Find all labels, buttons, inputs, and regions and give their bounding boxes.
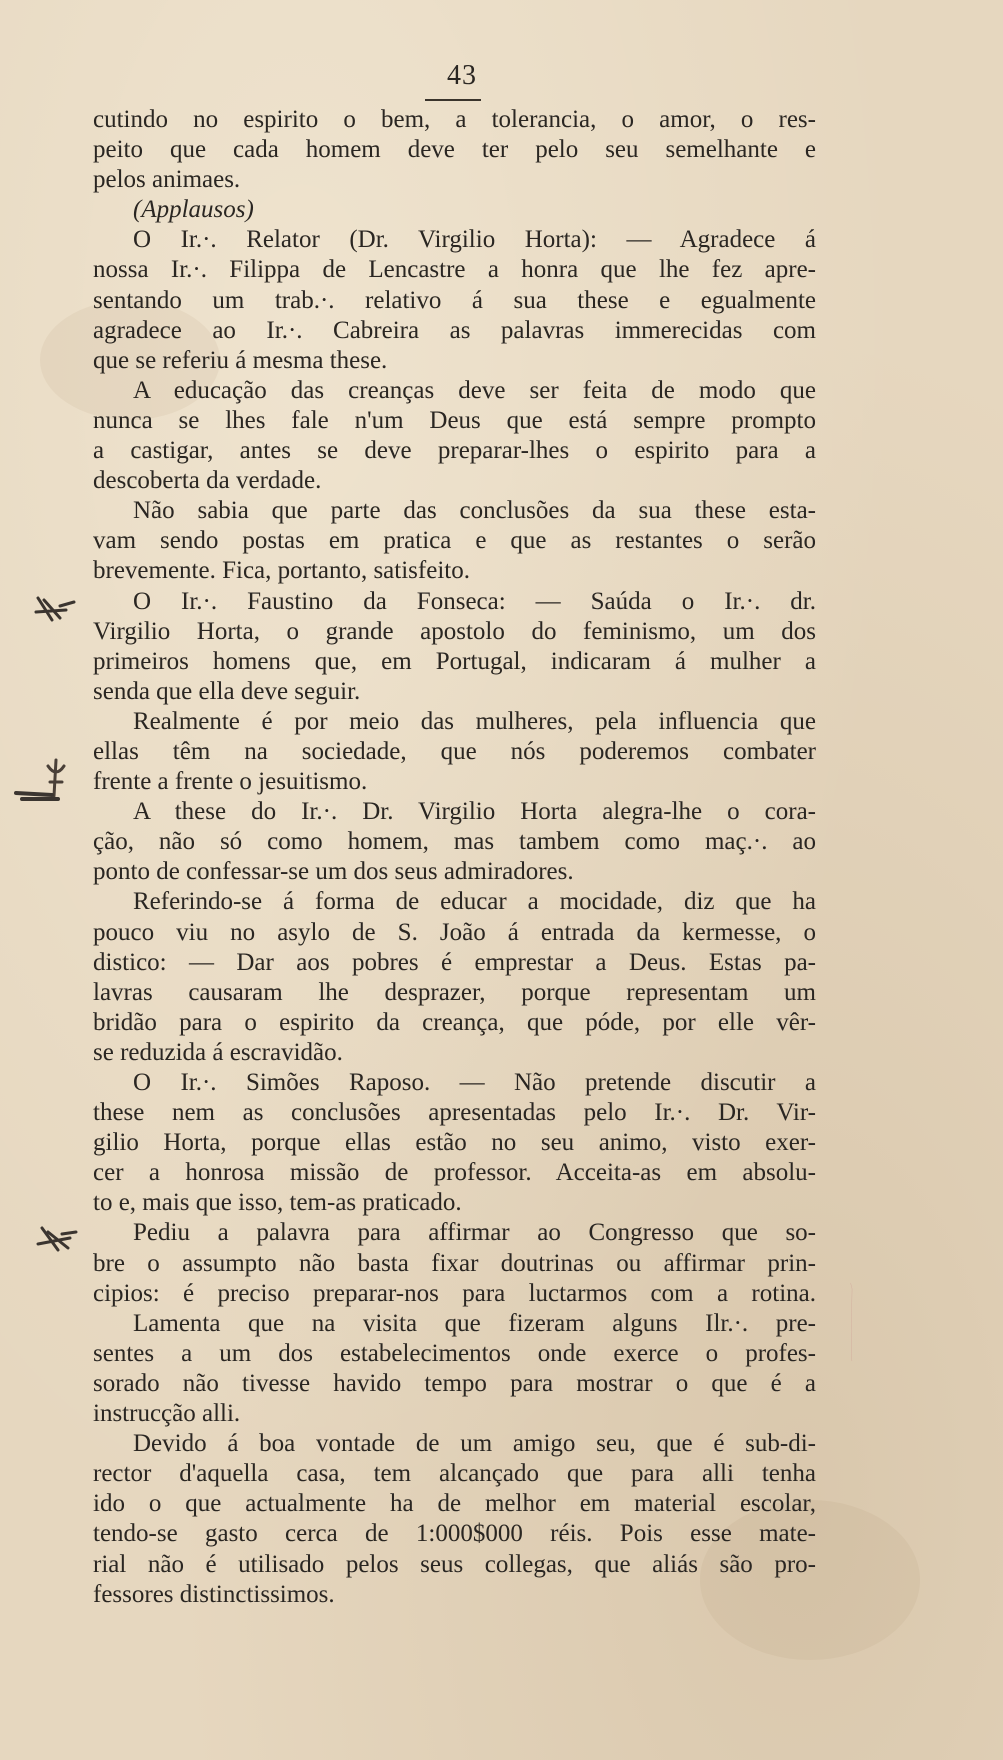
text-line: vam sendo postas em pratica e que as restantes o serão — [93, 527, 816, 555]
text-line: ellas têm na sociedade, que nós poderemos combater — [93, 737, 816, 765]
margin-mark-icon — [30, 592, 80, 628]
text-line: a castigar, antes se deve preparar-lhes o espirito para a — [93, 437, 816, 465]
text-line: nunca se lhes fale n'um Deus que está sempre prompto — [93, 406, 816, 434]
text-line: sentes a um dos estabelecimentos onde exerce o profes- — [93, 1339, 816, 1367]
text-line: bridão para o espirito da creança, que póde, por elle vêr- — [93, 1008, 816, 1036]
text-line: brevemente. Fica, portanto, satisfeito. — [93, 557, 470, 585]
text-line: O Ir.·. Faustino da Fonseca: — Saúda o Ir.·. dr. — [133, 587, 816, 615]
text-line: tendo-se gasto cerca de 1:000$000 réis. Pois esse mate- — [93, 1520, 816, 1548]
body-text — [93, 105, 816, 1610]
text-line: pelos animaes. — [93, 166, 241, 194]
margin-mark-icon — [12, 785, 62, 805]
text-line: cer a honrosa missão de professor. Acceita-as em absolu- — [93, 1159, 816, 1187]
text-line: cipios: é preciso preparar-nos para luctarmos com a rotina. — [93, 1279, 816, 1307]
text-line: Devido á boa vontade de um amigo seu, que é sub-di- — [133, 1430, 816, 1458]
text-line: peito que cada homem deve ter pelo seu semelhante e — [93, 136, 816, 164]
page-number-rule — [425, 99, 481, 101]
text-line: ção, não só como homem, mas tambem como maç.·. ao — [93, 828, 816, 856]
text-line: Pediu a palavra para affirmar ao Congresso que so- — [133, 1219, 816, 1247]
text-line: bre o assumpto não basta fixar doutrinas ou affirmar prin- — [93, 1249, 816, 1277]
text-line: ido o que actualmente ha de melhor em material escolar, — [93, 1490, 816, 1518]
text-line: Não sabia que parte das conclusões da sua these esta- — [133, 497, 816, 525]
margin-line-icon — [850, 1055, 853, 1595]
text-line: pouco viu no asylo de S. João á entrada da kermesse, o — [93, 918, 816, 946]
text-line: A educação das creanças deve ser feita de modo que — [133, 376, 816, 404]
text-line: Virgilio Horta, o grande apostolo do feminismo, um dos — [93, 617, 816, 645]
text-line: senda que ella deve seguir. — [93, 677, 361, 705]
text-line: Lamenta que na visita que fizeram alguns Ilr.·. pre- — [133, 1309, 816, 1337]
text-line: O Ir.·. Relator (Dr. Virgilio Horta): — Agradece á — [133, 226, 816, 254]
text-line: se reduzida á escravidão. — [93, 1038, 343, 1066]
text-line: rector d'aquella casa, tem alcançado que para alli tenha — [93, 1460, 816, 1488]
text-line: nossa Ir.·. Filippa de Lencastre a honra que lhe fez apre- — [93, 256, 816, 284]
text-line: fessores distinctissimos. — [93, 1580, 335, 1608]
text-line: A these do Ir.·. Dr. Virgilio Horta alegra-lhe o cora- — [133, 798, 816, 826]
text-line: cutindo no espirito o bem, a tolerancia, o amor, o res- — [93, 106, 816, 133]
text-line: que se referiu á mesma these. — [93, 346, 388, 374]
text-line: sentando um trab.·. relativo á sua these e egualmente — [93, 286, 816, 314]
text-line: ponto de confessar-se um dos seus admiradores. — [93, 858, 574, 886]
text-line: to e, mais que isso, tem-as praticado. — [93, 1189, 462, 1217]
text-line: Referindo-se á forma de educar a mocidade, diz que ha — [133, 888, 816, 916]
text-line: distico: — Dar aos pobres é emprestar a Deus. Estas pa- — [93, 948, 816, 976]
text-line: (Applausos) — [133, 196, 254, 224]
text-line: frente a frente o jesuitismo. — [93, 768, 368, 796]
text-line: rial não é utilisado pelos seus collegas, que aliás são pro- — [93, 1550, 816, 1578]
margin-mark-icon — [34, 1222, 80, 1256]
text-line: sorado não tivesse havido tempo para mostrar o que é a — [93, 1369, 816, 1397]
text-line: lavras causaram lhe desprazer, porque representam um — [93, 978, 816, 1006]
text-line: agradece ao Ir.·. Cabreira as palavras immerecidas com — [93, 316, 816, 344]
text-line: descoberta da verdade. — [93, 467, 322, 495]
text-line: instrucção alli. — [93, 1400, 241, 1428]
text-line: Realmente é por meio das mulheres, pela influencia que — [133, 707, 816, 735]
text-line: gilio Horta, porque ellas estão no seu animo, visto exer- — [93, 1129, 816, 1157]
text-line: these nem as conclusões apresentadas pelo Ir.·. Dr. Vir- — [93, 1099, 816, 1127]
text-line: O Ir.·. Simões Raposo. — Não pretende discutir a — [133, 1069, 816, 1096]
page-number: 43 — [447, 60, 477, 91]
text-line: primeiros homens que, em Portugal, indicaram á mulher a — [93, 647, 816, 675]
